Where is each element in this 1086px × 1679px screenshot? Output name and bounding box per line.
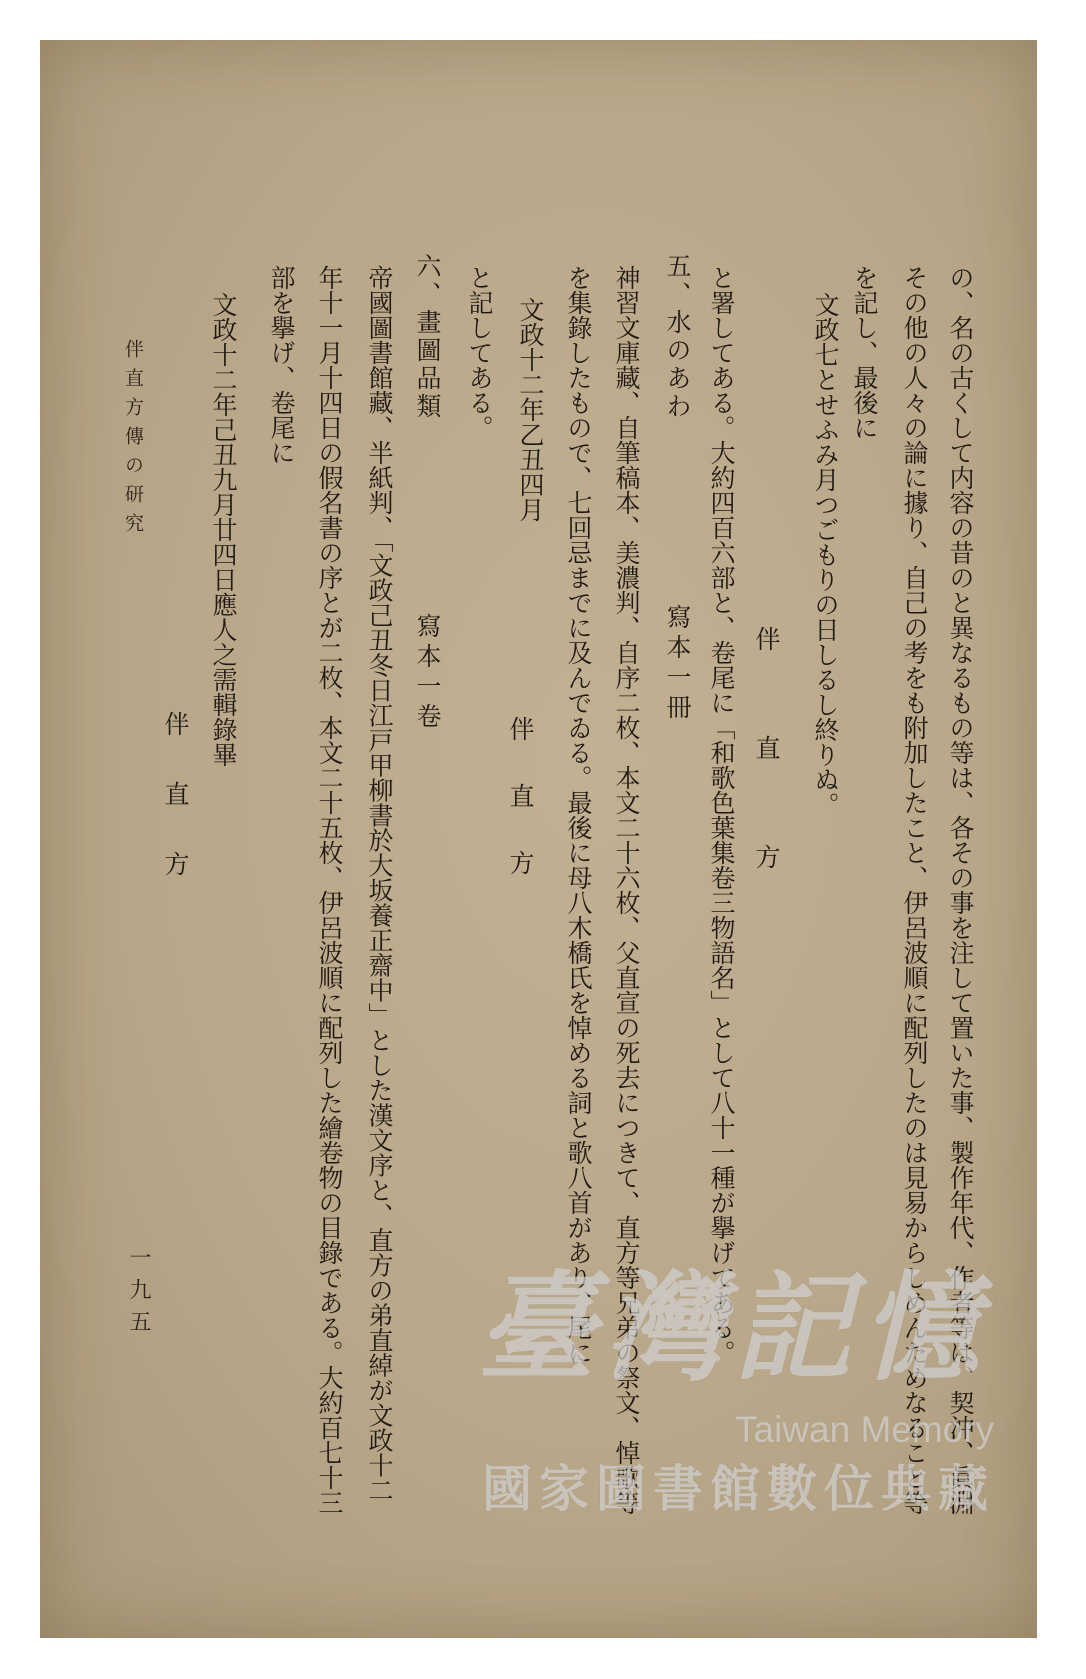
colophon-quote: 文政七とせふみ月つごもりの日しるし終りぬ。 xyxy=(811,292,840,817)
author-signature: 伴直方 xyxy=(161,711,190,921)
watermark-institution: 國家圖書館數位典藏 xyxy=(482,1460,995,1518)
text-column: と記してある。 xyxy=(465,265,494,440)
colophon-quote: 文政十二年己丑九月廿四日應人之需輯錄畢 xyxy=(209,292,238,767)
text-column: 部を擧げ、卷尾に xyxy=(267,265,296,465)
text-column: 帝國圖書館藏、半紙判、「文政己丑冬日江戸甲柳書於大坂養正齋中」とした漢文序と、直方の弟直綽が文政十二 xyxy=(365,265,394,1503)
text-column: 年十一月十四日の假名書の序とが二枚、本文二十五枚、伊呂波順に配列した繪卷物の目錄である。大約百七十三 xyxy=(315,265,344,1515)
text-column: 神習文庫藏、自筆稿本、美濃判、自序二枚、本文二十六枚、父直宣の死去につきて、直方等兄弟の祭文、悼歌等 xyxy=(612,265,641,1515)
running-header: 伴直方傳の研究 xyxy=(122,339,144,542)
watermark-logo: 臺灣記憶 xyxy=(477,1258,990,1397)
colophon-quote: 文政十二年乙丑四月 xyxy=(516,297,545,522)
manuscript-format: 寫本一卷 xyxy=(413,613,442,733)
section-heading: 五、水のあわ xyxy=(663,253,692,421)
section-heading: 六、畫圖品類 xyxy=(413,253,442,421)
text-column: と署してある。大約四百六部と、卷尾に「和歌色葉集卷三物語名」として八十一種が擧げてある。 xyxy=(707,265,736,1365)
author-signature: 伴直方 xyxy=(752,626,781,953)
page-number: 一九五 xyxy=(126,1246,151,1342)
text-column: を記し、最後に xyxy=(850,265,879,440)
text-column: その他の人々の論に據り、自己の考をも附加したこと、伊呂波順に配列したのは見易からしめんためなること等 xyxy=(900,265,929,1515)
text-column: を集錄したもので、七回忌までに及んでゐる。最後に母八木橋氏を悼める詞と歌八首があり、尾に xyxy=(564,265,593,1365)
watermark-english: Taiwan Memory xyxy=(735,1409,995,1450)
manuscript-format: 寫本一冊 xyxy=(663,604,692,724)
text-column: の、名の古くして内容の昔のと異なるもの等は、各その事を注して置いた事、製作年代、作者等は、契沖、眞淵 xyxy=(946,265,975,1515)
author-signature: 伴直方 xyxy=(506,716,535,917)
